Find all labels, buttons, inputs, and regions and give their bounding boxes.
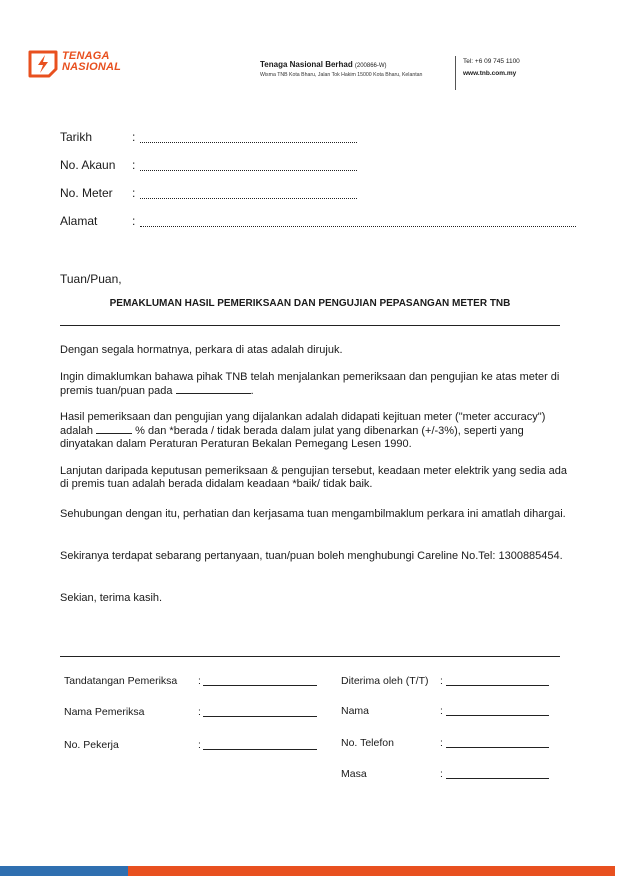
logo-line-1: TENAGA: [62, 50, 110, 62]
sig-colon: :: [440, 675, 443, 687]
paragraph-4: Lanjutan daripada keputusan pemeriksaan & pengujian tersebut, keadaan meter elektrik yang sedia ada di premis tuan adalah berada didalam keadaan *baik/ tidak baik.: [60, 465, 567, 490]
letter-subject: PEMAKLUMAN HASIL PEMERIKSAAN DAN PENGUJIAN PEPASANGAN METER TNB: [109, 298, 511, 309]
sig-label-nama-pemeriksa: Nama Pemeriksa: [64, 706, 145, 718]
sig-line-diterima[interactable]: [446, 685, 549, 686]
date-blank[interactable]: [176, 384, 251, 394]
footer-bar-orange: [128, 866, 615, 876]
company-reg: (200866-W): [354, 63, 387, 69]
paragraph-6: Sekiranya terdapat sebarang pertanyaan, tuan/puan boleh menghubungi Careline No.Tel: 1300885454.: [60, 550, 563, 562]
field-tarikh: [60, 130, 135, 144]
sig-label-nama: Nama: [341, 705, 370, 717]
company-name: Tenaga Nasional Berhad: [260, 60, 353, 69]
field-label: Alamat: [60, 214, 98, 228]
sig-label-diterima: Diterima oleh (T/T): [341, 675, 429, 687]
paragraph-2-end: .: [250, 385, 254, 397]
sig-colon: :: [198, 739, 201, 751]
sig-line-masa[interactable]: [446, 778, 549, 779]
sig-line-tandatangan[interactable]: [203, 685, 317, 686]
sig-line-nama-pemeriksa[interactable]: [203, 716, 317, 717]
paragraph-3-text-a: Hasil pemeriksaan dan pengujian yang dijalankan adalah didapati kejituan meter ("meter accuracy") adalah: [60, 411, 546, 437]
field-akaun: [60, 158, 135, 172]
contact-block: [463, 56, 520, 80]
field-meter-line[interactable]: [140, 198, 357, 199]
sig-colon: :: [440, 737, 443, 749]
field-meter: [60, 186, 135, 200]
paragraph-2-text: Ingin dimaklumkan bahawa pihak TNB telah menjalankan pemeriksaan dan pengujian ke atas meter di premis tuan/puan pada: [60, 371, 560, 397]
field-alamat-line[interactable]: [140, 226, 576, 227]
header-divider: [455, 56, 456, 90]
paragraph-7: Sekian, terima kasih.: [60, 592, 163, 604]
company-address: Wisma TNB Kota Bharu, Jalan Tok Hakim 15000 Kota Bharu, Kelantan: [260, 72, 423, 78]
footer-bar-blue: [0, 866, 128, 876]
sig-label-no-telefon: No. Telefon: [341, 737, 394, 749]
field-colon: :: [132, 130, 136, 144]
logo-line-2: NASIONAL: [62, 61, 122, 73]
field-label: No. Akaun: [60, 158, 116, 172]
sig-label-no-pekerja: No. Pekerja: [64, 739, 119, 751]
sig-colon: :: [440, 705, 443, 717]
sig-label-tandatangan: Tandatangan Pemeriksa: [64, 675, 178, 687]
sig-colon: :: [198, 706, 201, 718]
paragraph-3: [60, 411, 578, 451]
tnb-logo-icon: [27, 47, 59, 79]
field-akaun-line[interactable]: [140, 170, 357, 171]
sig-label-masa: Masa: [341, 768, 367, 780]
company-block: [260, 60, 422, 78]
contact-tel: Tel: +6 09 745 1100: [463, 58, 520, 65]
field-colon: :: [132, 158, 136, 172]
paragraph-3-text-b: % dan *berada / tidak berada dalam julat yang dibenarkan (+/-3%), seperti yang dinyatakan dalam Peraturan Peraturan Bekalan Pemegang Lesen 1990.: [60, 425, 524, 450]
field-colon: :: [132, 186, 136, 200]
paragraph-1: Dengan segala hormatnya, perkara di atas adalah dirujuk.: [60, 344, 343, 356]
accuracy-blank[interactable]: [96, 424, 132, 434]
subject-divider: [60, 325, 560, 326]
field-label: Tarikh: [60, 130, 93, 144]
sig-line-nama[interactable]: [446, 715, 549, 716]
sig-line-no-telefon[interactable]: [446, 747, 549, 748]
sig-line-no-pekerja[interactable]: [203, 749, 317, 750]
sig-colon: :: [198, 675, 201, 687]
contact-website: www.tnb.com.my: [463, 70, 517, 77]
logo-wordmark: [62, 51, 121, 73]
sig-colon: :: [440, 768, 443, 780]
field-colon: :: [132, 214, 136, 228]
paragraph-2: [60, 371, 578, 398]
paragraph-5: Sehubungan dengan itu, perhatian dan kerjasama tuan mengambilmaklum perkara ini amatlah dihargai.: [60, 508, 566, 520]
field-label: No. Meter: [60, 186, 113, 200]
signature-divider: [60, 656, 560, 657]
field-tarikh-line[interactable]: [140, 142, 357, 143]
field-alamat: [60, 214, 135, 228]
salutation: Tuan/Puan,: [60, 272, 122, 286]
